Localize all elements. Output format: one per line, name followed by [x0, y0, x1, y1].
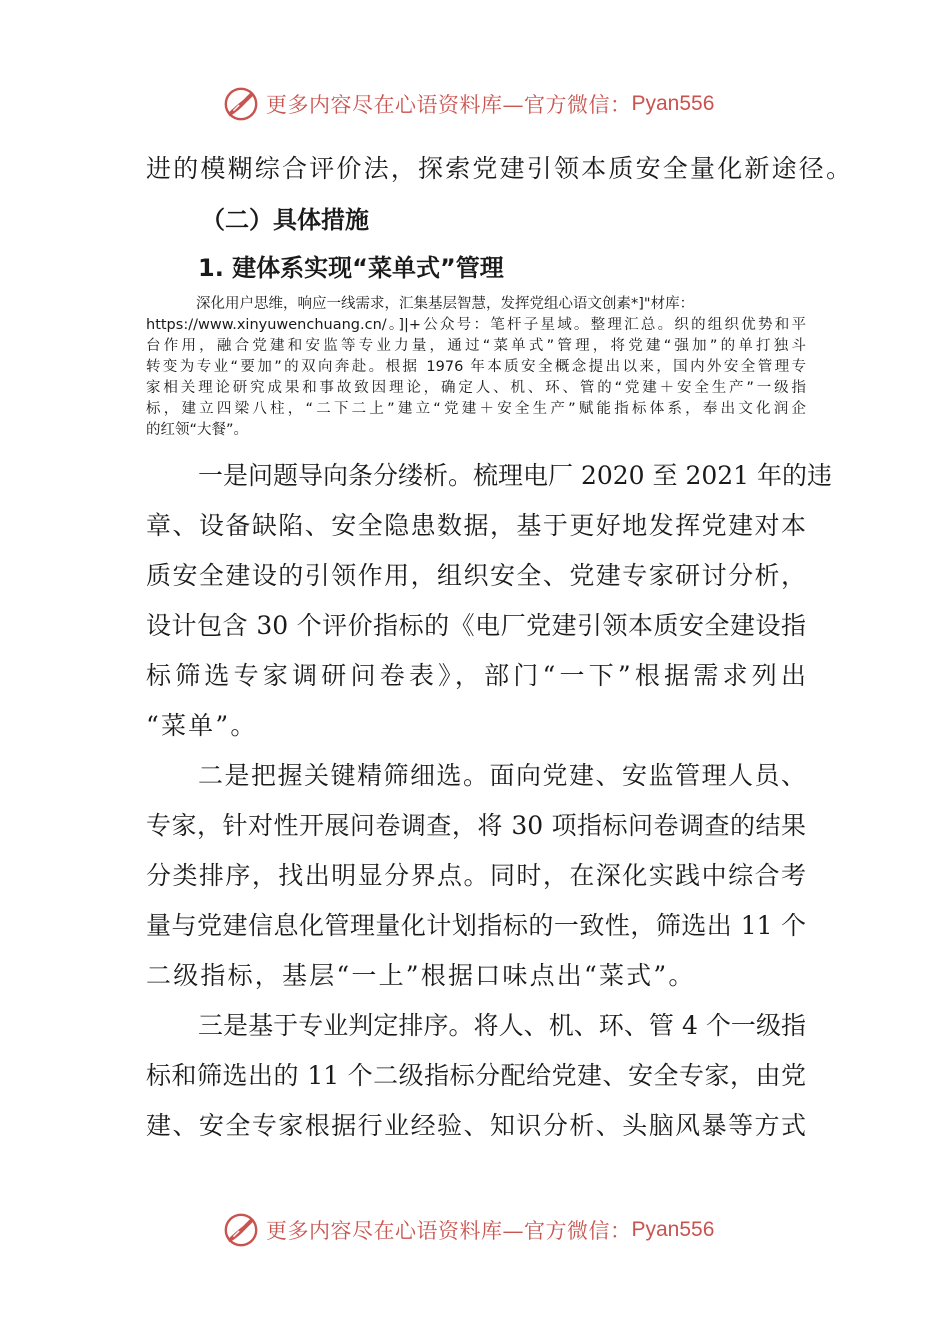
text-line: 设计包含 30 个评价指标的《电厂党建引领本质安全建设指 [146, 611, 806, 640]
text-line: 分类排序，找出明显分界点。同时，在深化实践中综合考 [146, 861, 806, 890]
header-banner [222, 84, 714, 124]
small-line: 的红领“大餐”。 [146, 422, 249, 438]
continuation-line: 进的模糊综合评价法，探索党建引领本质安全量化新途径。 [146, 154, 854, 183]
section-heading: （二）具体措施 [201, 206, 369, 234]
small-paragraph [146, 294, 806, 441]
small-line: 家相关理论研究成果和事故致因理论，确定人、机、环、管的“党建＋安全生产”一级指 [146, 380, 806, 396]
paragraph-key-screening [146, 751, 806, 1001]
text-line: 质安全建设的引领作用，组织安全、党建专家研讨分析， [146, 561, 806, 590]
pen-logo-icon [222, 1211, 260, 1249]
small-line: 标，建立四梁八柱，“二下二上”建立“党建＋安全生产”赋能指标体系，奉出文化润企 [146, 401, 806, 417]
text-line: 量与党建信息化管理量化计划指标的一致性，筛选出 11 个 [146, 911, 806, 940]
text-line: 标和筛选出的 11 个二级指标分配给党建、安全专家，由党 [146, 1061, 806, 1090]
text-line: 专家，针对性开展问卷调查，将 30 项指标问卷调查的结果 [146, 811, 806, 840]
text-line: 标筛选专家调研问卷表》，部门“一下”根据需求列出 [146, 661, 806, 690]
pen-logo-icon [222, 85, 260, 123]
text-line: 三是基于专业判定排序。将人、机、环、管 4 个一级指 [198, 1011, 806, 1040]
text-line: 建、安全专家根据行业经验、知识分析、头脑风暴等方式 [146, 1111, 806, 1140]
small-line: 转变为专业“要加”的双向奔赴。根据 1976 年本质安全概念提出以来，国内外安全管理专 [146, 359, 806, 375]
banner-wechat-id: Pyan556 [631, 1218, 715, 1241]
small-line: 深化用户思维，响应一线需求，汇集基层智慧，发挥党组心语文创素*]"材库： [196, 296, 695, 312]
paragraph-problem-oriented [146, 451, 833, 751]
text-line: 二是把握关键精筛细选。面向党建、安监管理人员、 [198, 761, 806, 790]
banner-wechat-id: Pyan556 [631, 92, 715, 115]
small-line: 台作用，融合党建和安监等专业力量，通过“菜单式”管理，将党建“强加”的单打独斗 [146, 338, 806, 354]
text-line: “菜单”。 [146, 711, 258, 740]
item-heading: 1. 建体系实现“菜单式”管理 [198, 254, 504, 282]
banner-text: 更多内容尽在心语资料库—官方微信： [266, 93, 632, 117]
banner-text: 更多内容尽在心语资料库—官方微信： [266, 1219, 632, 1243]
text-line: 一是问题导向条分缕析。梳理电厂 2020 至 2021 年的违 [198, 461, 833, 490]
small-line: https://www.xinyuwenchuang.cn/。]|+公众号：笔杆子星域。整理汇总。织的组织优势和平 [146, 317, 806, 333]
document-body [146, 144, 854, 1151]
text-line: 二级指标，基层“一上”根据口味点出“菜式”。 [146, 961, 696, 990]
footer-banner [222, 1210, 714, 1250]
paragraph-professional-ranking [146, 1001, 806, 1151]
text-line: 章、设备缺陷、安全隐患数据，基于更好地发挥党建对本 [146, 511, 806, 540]
